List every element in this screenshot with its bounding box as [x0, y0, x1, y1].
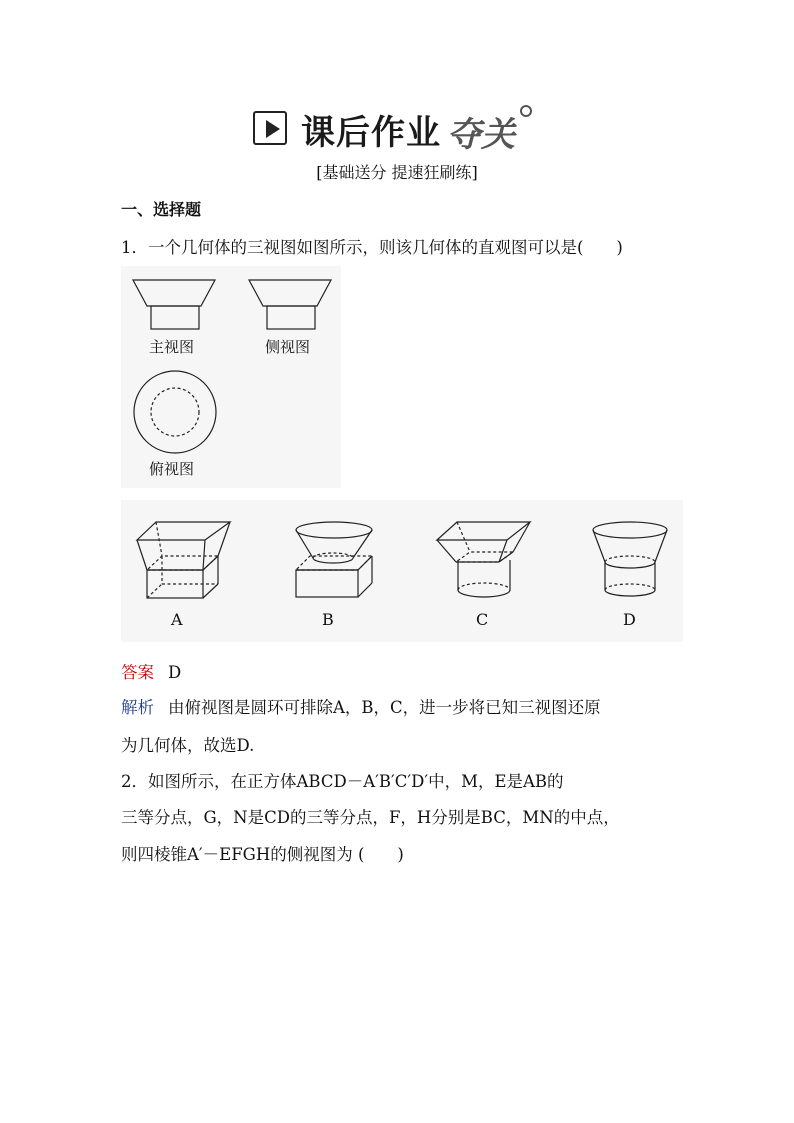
option-d-solid — [593, 522, 667, 596]
question-2-line-3: 则四棱锥A′－EFGH的侧视图为 ( ) — [121, 845, 404, 864]
side-view-rect — [267, 306, 315, 329]
header-brand: 夺关 — [447, 115, 515, 155]
gear-icon — [520, 105, 532, 117]
side-view-trapezoid — [249, 280, 331, 306]
section-title: 一、选择题 — [121, 200, 202, 219]
option-c-solid — [437, 522, 530, 597]
page-header — [0, 103, 794, 153]
option-c-label[interactable]: C — [476, 610, 489, 629]
option-d-label[interactable]: D — [623, 610, 636, 629]
question-2-line-2: 三等分点，G，N是CD的三等分点，F，H分别是BC，MN的中点， — [121, 808, 620, 827]
explanation-line-1 — [121, 694, 601, 718]
answer-line — [121, 659, 181, 683]
answer-label: 答案 — [121, 663, 154, 682]
option-b-label[interactable]: B — [322, 610, 334, 629]
option-a-label[interactable]: A — [171, 610, 183, 629]
option-a-solid — [137, 522, 230, 598]
top-view-outer-circle — [134, 371, 216, 453]
front-view-rect — [151, 306, 199, 329]
page-subtitle: [基础送分 提速狂刷练] — [316, 163, 478, 182]
three-views-figure — [121, 266, 341, 488]
options-figure — [121, 500, 683, 642]
front-view-label: 主视图 — [149, 338, 195, 356]
question-2-line-1: 2．如图所示，在正方体ABCD－A′B′C′D′中，M，E是AB的 — [121, 772, 564, 791]
play-icon[interactable] — [253, 111, 287, 145]
explanation-line-2: 为几何体，故选D. — [121, 736, 255, 755]
explanation-text-1: 由俯视图是圆环可排除A，B，C，进一步将已知三视图还原 — [168, 698, 601, 717]
question-1-text: 1．一个几何体的三视图如图所示，则该几何体的直观图可以是( ) — [121, 238, 623, 257]
front-view-trapezoid — [133, 280, 215, 306]
explanation-label: 解析 — [121, 698, 154, 717]
option-b-solid — [296, 522, 372, 597]
side-view-label: 侧视图 — [265, 338, 311, 356]
answer-value: D — [168, 663, 182, 682]
top-view-label: 俯视图 — [149, 460, 195, 478]
top-view-inner-circle — [151, 388, 199, 436]
header-title: 课后作业 — [301, 113, 441, 153]
